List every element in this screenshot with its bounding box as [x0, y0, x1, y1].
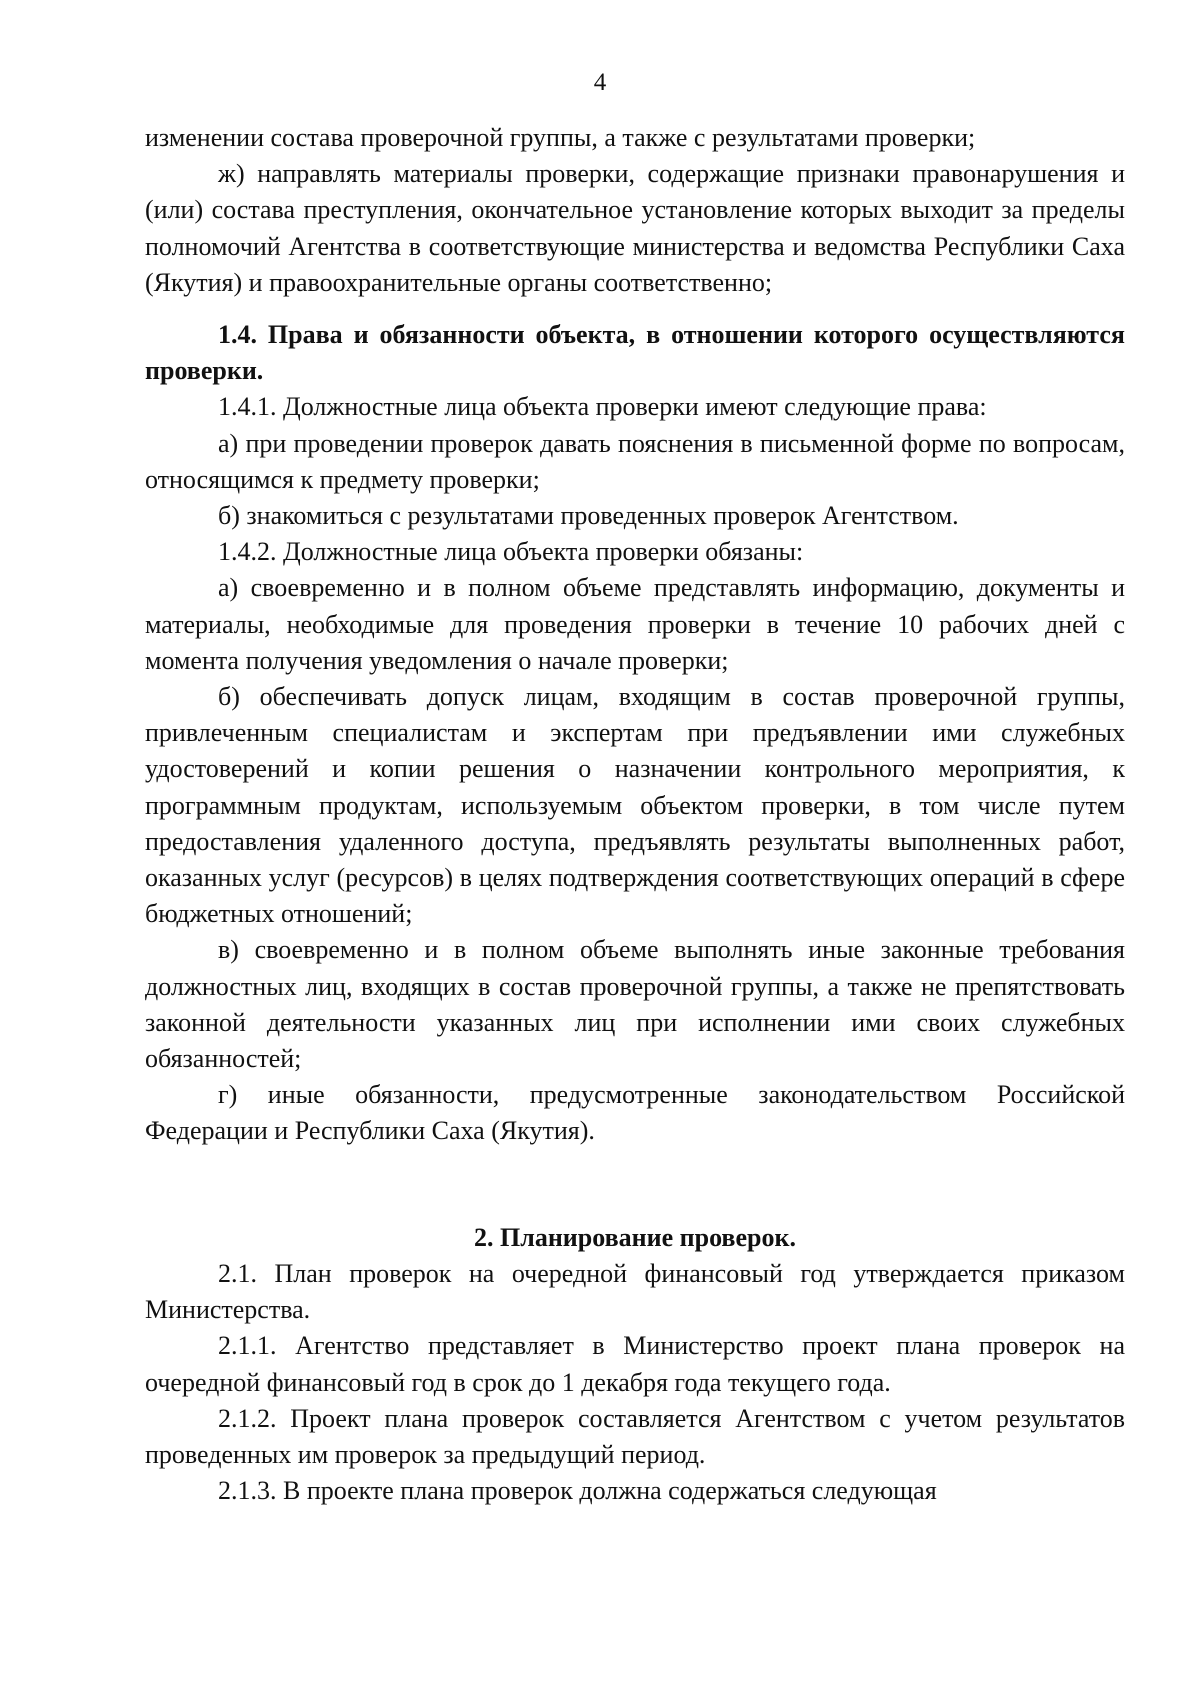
paragraph-1-4-2-v: в) своевременно и в полном объеме выполнять иные законные требования должностных лиц, входящих в состав проверочной группы, а также не препятствовать законной деятельности указанных лиц при исполнении ими своих служебных обязанностей;	[145, 935, 1125, 1074]
paragraph-item-zh: ж) направлять материалы проверки, содержащие признаки правонарушения и (или) состава преступления, окончательное установление которых выходит за пределы полномочий Агентства в соответствующие министерства и ведомства Республики Саха (Якутия) и правоохранительные органы соответственно;	[145, 159, 1125, 297]
paragraph-1-4-1-a: а) при проведении проверок давать пояснения в письменной форме по вопросам, относящимся к предмету проверки;	[145, 428, 1125, 494]
paragraph-1-4-2-b: б) обеспечивать допуск лицам, входящим в состав проверочной группы, привлеченным специалистам и экспертам при предъявлении ими служебных удостоверений и копии решения о назначении контрольного мероприятия, к программным продуктам, используемым объектом проверки, в том числе путем предоставления удаленного доступа, предъявлять результаты выполненных работ, оказанных услуг (ресурсов) в целях подтверждения соответствующих операций в сфере бюджетных отношений;	[145, 682, 1125, 929]
paragraph-1-4-2-a: а) своевременно и в полном объеме представлять информацию, документы и материалы, необходимые для проведения проверки в течение 10 рабочих дней с момента получения уведомления о начале проверки;	[145, 573, 1125, 675]
paragraph-2-1-3: 2.1.3. В проекте плана проверок должна содержаться следующая	[218, 1476, 937, 1506]
paragraph-continuation: изменении состава проверочной группы, а также с результатами проверки;	[145, 123, 976, 152]
page-number: 4	[593, 69, 607, 96]
paragraph-2-1: 2.1. План проверок на очередной финансовый год утверждается приказом Министерства.	[145, 1258, 1125, 1325]
paragraph-1-4-2: 1.4.2. Должностные лица объекта проверки обязаны:	[218, 537, 804, 567]
section-heading-2: 2. Планирование проверок.	[474, 1222, 796, 1252]
paragraph-1-4-1-b: б) знакомиться с результатами проведенных проверок Агентством.	[218, 501, 959, 531]
paragraph-2-1-2: 2.1.2. Проект плана проверок составляется Агентством с учетом результатов проведенных им проверок за предыдущий период.	[145, 1403, 1125, 1469]
paragraph-1-4-1: 1.4.1. Должностные лица объекта проверки имеют следующие права:	[218, 392, 987, 422]
document-body	[145, 120, 1125, 1509]
paragraph-1-4-2-g: г) иные обязанности, предусмотренные законодательством Российской Федерации и Республики Саха (Якутия).	[145, 1080, 1125, 1146]
section-heading-1-4: 1.4. Права и обязанности объекта, в отношении которого осуществляются проверки.	[145, 320, 1125, 386]
paragraph-2-1-1: 2.1.1. Агентство представляет в Министерство проект плана проверок на очередной финансовый год в срок до 1 декабря года текущего года.	[145, 1331, 1125, 1397]
